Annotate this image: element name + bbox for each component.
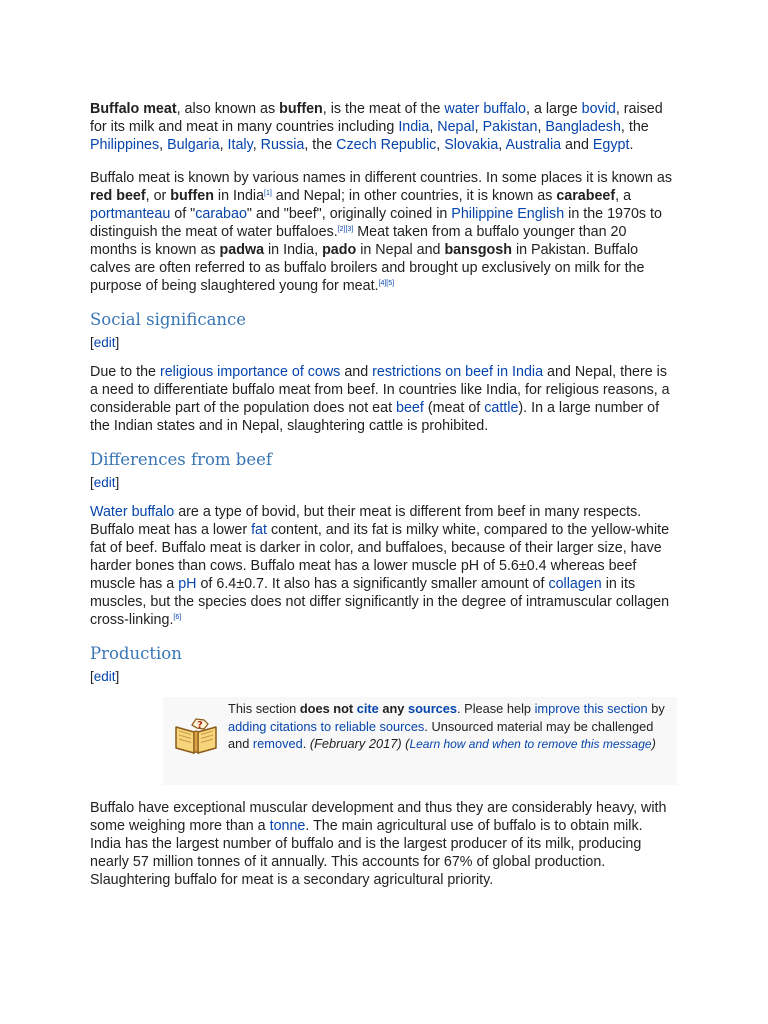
citation-link[interactable]: [2][3]: [337, 226, 354, 233]
text: .: [302, 736, 307, 752]
link-russia[interactable]: Russia: [260, 137, 305, 153]
svg-text:?: ?: [197, 720, 203, 731]
section-heading-social-significance: Social significance: [90, 310, 247, 329]
edit-link[interactable]: edit: [93, 475, 116, 490]
text: and: [561, 137, 593, 153]
text: and: [340, 364, 373, 380]
citation-link[interactable]: [4][5]: [378, 280, 395, 287]
text: in Pakistan. Buffalo calves are often referred to as buffalo broilers and brought up exclusively on milk for the purpose of being slaughtered young for meat.: [90, 242, 645, 294]
link-nepal[interactable]: Nepal: [437, 119, 475, 135]
text: This section: [228, 701, 300, 716]
link-adding-citations[interactable]: adding citations to reliable sources: [228, 718, 425, 734]
text: in India: [213, 188, 265, 204]
paren: ): [651, 736, 656, 752]
notice-text: [228, 700, 668, 754]
term-padwa: padwa: [219, 242, 265, 258]
article-body: [90, 100, 676, 889]
text: . The main agricultural use of buffalo is to obtain milk. India has the largest number of buffalo and is the largest producer of its milk, producing nearly 57 million tonnes of it annually. This accounts for 67% of global production. Slaughtering buffalo for meat is a secondary agricultural priority.: [90, 818, 643, 888]
link-india[interactable]: India: [398, 119, 430, 135]
term-buffen: buffen: [170, 188, 214, 204]
link-tonne[interactable]: tonne: [269, 818, 306, 834]
link-bangladesh[interactable]: Bangladesh: [545, 119, 621, 135]
link-learn-how-to-remove[interactable]: Learn how and when to remove this message: [409, 737, 652, 752]
edit-section-link: [90, 668, 676, 686]
paren: (: [405, 736, 410, 752]
bracket: [: [90, 669, 94, 684]
bracket: ]: [115, 669, 120, 684]
text: (meat of: [423, 400, 485, 416]
section-heading-differences-from-beef: Differences from beef: [90, 450, 273, 469]
link-fat[interactable]: fat: [251, 522, 267, 538]
intro-paragraph: Buffalo meat, also known as buffen, is the meat of the water buffalo, a large bovid, raised for its milk and meat in many countries including India, Nepal, Pakistan, Bangladesh, the Philippines, Bulgaria, Italy, Russia, the Czech Republic, Slovakia, Australia and Egypt.: [90, 101, 663, 153]
link-ph[interactable]: pH: [178, 576, 197, 592]
link-egypt[interactable]: Egypt: [592, 137, 630, 153]
text: , is the meat of the: [322, 101, 445, 117]
link-religious-importance-of-cows[interactable]: religious importance of cows: [159, 364, 341, 380]
link-philippines[interactable]: Philippines: [90, 137, 160, 153]
edit-link[interactable]: edit: [93, 335, 116, 350]
term-buffalo-meat: Buffalo meat: [90, 101, 177, 117]
citation-link[interactable]: [6]: [173, 614, 182, 621]
text: of 6.4±0.7. It also has a significantly smaller amount of: [196, 576, 549, 592]
text: Buffalo meat is known by various names in different countries. In some places it is known as: [90, 170, 672, 186]
bracket: [: [90, 335, 94, 350]
differences-paragraph: [90, 503, 676, 629]
text: , raised for its milk and meat in many countries including: [90, 101, 663, 135]
term-pado: pado: [322, 242, 357, 258]
text: Meat taken from a buffalo younger than 20 months is known as: [90, 224, 627, 258]
text: in its muscles, but the species does not differ significantly in the degree of intramuscular collagen cross-linking.: [90, 576, 670, 628]
link-beef[interactable]: beef: [396, 400, 424, 416]
link-pakistan[interactable]: Pakistan: [482, 119, 538, 135]
term-bansgosh: bansgosh: [444, 242, 512, 258]
link-improve-this-section[interactable]: improve this section: [534, 701, 648, 716]
link-italy[interactable]: Italy: [227, 137, 253, 153]
bracket: ]: [115, 475, 120, 490]
link-removed[interactable]: removed: [252, 736, 303, 752]
book-question-icon: [173, 715, 219, 755]
citation-link[interactable]: [1]: [264, 190, 272, 197]
link-cattle[interactable]: cattle: [484, 400, 519, 416]
text: ). In a large number of the Indian states and in Nepal, slaughtering cattle is prohibited.: [90, 400, 660, 434]
text: are a type of bovid, but their meat is different from beef in many respects. Buffalo meat has a lower: [90, 504, 642, 538]
link-portmanteau[interactable]: portmanteau: [90, 206, 171, 222]
link-sources[interactable]: sources: [407, 701, 458, 716]
link-czech-republic[interactable]: Czech Republic: [336, 137, 437, 153]
learn-more: [405, 736, 656, 751]
term-carabeef: carabeef: [556, 188, 616, 204]
social-paragraph: [90, 363, 676, 435]
emphasis: any: [378, 701, 408, 716]
text: and Nepal, there is a need to differentiate buffalo meat from beef. In countries like India, for religious reasons, a considerable part of the population does not eat: [90, 364, 670, 416]
link-water-buffalo[interactable]: water buffalo: [444, 101, 526, 117]
text: and Nepal; in other countries, it is known as: [271, 188, 557, 204]
link-bovid[interactable]: bovid: [581, 101, 616, 117]
bracket: ]: [115, 335, 120, 350]
text: content, and its fat is milky white, compared to the yellow-white fat of beef. Buffalo meat is darker in color, and buffaloes, because of their larger size, have harder bones than cows. Buffalo meat has a lower muscle pH of 5.6±0.4 whereas beef muscle has a: [90, 522, 670, 592]
link-restrictions-on-beef[interactable]: restrictions on beef in India: [372, 364, 544, 380]
term-buffen: buffen: [279, 101, 323, 117]
text: Buffalo have exceptional muscular development and thus they are considerably heavy, with some weighing more than a: [90, 800, 667, 834]
bracket: [: [90, 475, 94, 490]
text: , a: [615, 188, 632, 204]
link-australia[interactable]: Australia: [505, 137, 562, 153]
term-red-beef: red beef: [90, 188, 146, 204]
text: , the: [304, 137, 337, 153]
text: in the 1970s to distinguish the meat of water buffaloes.: [90, 206, 662, 240]
edit-section-link: [90, 334, 676, 352]
emphasis: does not: [299, 701, 357, 716]
text: , the: [620, 119, 649, 135]
link-slovakia[interactable]: Slovakia: [444, 137, 499, 153]
link-water-buffalo[interactable]: Water buffalo: [90, 504, 175, 520]
link-cite[interactable]: cite: [356, 701, 379, 716]
text: of ": [170, 206, 196, 222]
edit-section-link: [90, 474, 676, 492]
names-paragraph: [90, 169, 676, 295]
text: , or: [145, 188, 171, 204]
link-collagen[interactable]: collagen: [548, 576, 602, 592]
link-carabao[interactable]: carabao: [195, 206, 247, 222]
text: . Unsourced material may be challenged and: [228, 718, 654, 752]
text: , a large: [526, 101, 582, 117]
link-bulgaria[interactable]: Bulgaria: [167, 137, 220, 153]
text: by: [647, 701, 665, 716]
production-paragraph: [90, 799, 676, 889]
text: . Please help: [457, 701, 535, 716]
section-heading-production: Production: [90, 644, 182, 663]
text: in Nepal and: [356, 242, 445, 258]
edit-link[interactable]: edit: [93, 669, 116, 684]
text: Due to the: [90, 364, 160, 380]
text: , also known as: [176, 101, 280, 117]
text: " and "beef", originally coined in: [246, 206, 452, 222]
link-philippine-english[interactable]: Philippine English: [451, 206, 565, 222]
notice-date: (February 2017): [309, 736, 402, 752]
unsourced-section-notice: [163, 697, 677, 785]
text: in India,: [264, 242, 323, 258]
text: .: [629, 137, 634, 153]
